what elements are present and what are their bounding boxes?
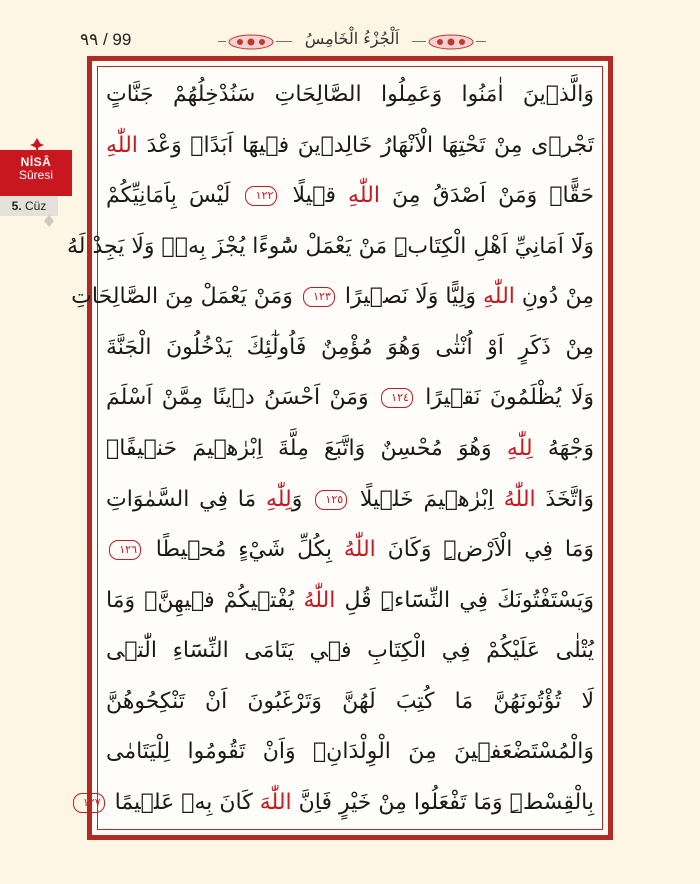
juz-number: 5. (11, 199, 22, 213)
ayah-line (106, 373, 594, 423)
ayah-line (106, 525, 594, 575)
ayah-line (106, 323, 594, 373)
page-header (218, 26, 486, 54)
verse-text: مَا فِي السَّمٰوَاتِ (106, 486, 266, 512)
surah-label: Sûresi (18, 168, 53, 182)
verse-number-marker: ١٢٥ (315, 490, 347, 510)
divine-name-text: اللّٰهِ (106, 132, 138, 158)
verse-number-marker: ١٢٧ (73, 793, 105, 813)
ayah-line (106, 121, 594, 171)
juz-title: اَلْجُزْءُ الْخَامِسُ (304, 29, 400, 48)
verse-text: وَ (291, 486, 313, 512)
header-rule (412, 41, 426, 42)
verse-text: وَجْهَهُ (532, 435, 594, 461)
verse-text: يُتْلٰى عَلَيْكُمْ فِي الْكِتَابِ فٖي يَتَامَى النِّسَٓاءِ الّٰتٖى (106, 638, 594, 664)
ayah-line (82, 778, 594, 828)
divine-name-text: اللّٰهُ (503, 486, 536, 512)
verse-text: وَلَا يُظْلَمُونَ نَقٖيرًا (415, 385, 595, 411)
divine-name-text: اللّٰهِ (482, 284, 515, 310)
verse-text: حَقًّاۜ وَمَنْ اَصْدَقُ مِنَ (379, 183, 594, 209)
divine-name-text: اللّٰهُ (303, 587, 336, 613)
juz-badge[interactable] (0, 196, 58, 216)
verse-text: لَا تُؤْتُونَهُنَّ مَا كُتِبَ لَهُنَّ وَتَرْغَبُونَ اَنْ تَنْكِحُوهُنَّ (106, 688, 594, 714)
page-number: ٩٩ / 99 (80, 30, 132, 49)
verse-text: مِنْ ذَكَرٍ اَوْ اُنْثٰى وَهُوَ مُؤْمِنٌ فَاُولٰٓئِكَ يَدْخُلُونَ الْجَنَّةَ (106, 334, 594, 360)
verse-text: كَانَ بِهٖ عَلٖيمًا (107, 789, 260, 815)
ayah-line (106, 424, 594, 474)
ayah-line (106, 626, 594, 676)
ayah-line (106, 727, 594, 777)
divine-name-text: لِلّٰهِ (265, 486, 292, 512)
juz-label: Cüz (25, 199, 47, 213)
verse-text: وَالَّذٖينَ اٰمَنُوا وَعَمِلُوا الصَّالِحَاتِ سَنُدْخِلُهُمْ جَنَّاتٍ (106, 82, 594, 107)
verse-text: وَاتَّخَذَ (535, 486, 595, 512)
verse-text: وَمَنْ يَعْمَلْ مِنَ الصَّالِحَاتِ (71, 284, 300, 310)
ayah-line (106, 475, 594, 525)
divine-name-text: اللّٰهِ (348, 183, 380, 209)
verse-text: بِكُلِّ شَيْءٍ مُحٖيطًا (144, 537, 344, 563)
verse-number-marker: ١٢٤ (381, 388, 413, 408)
header-rule (276, 41, 292, 42)
verse-text: بِالْقِسْطِۜ وَمَا تَفْعَلُوا مِنْ خَيْرٍ فَاِنَّ (291, 789, 594, 815)
verse-text: وَيَسْتَفْتُونَكَ فِي النِّسَٓاءِۜ قُلِ (335, 587, 594, 613)
verse-text: يُفْتٖيكُمْ فٖيهِنَّۙ وَمَا (106, 587, 304, 613)
tab-bottom-ornament-icon (42, 215, 56, 227)
verse-text: لَيْسَ بِاَمَانِيِّكُمْ (106, 183, 243, 209)
surah-tab[interactable] (0, 150, 72, 196)
verse-text: تَجْرٖى مِنْ تَحْتِهَا الْاَنْهَارُ خَالِدٖينَ فٖيهَٓا اَبَدًاۜ وَعْدَ (137, 132, 594, 158)
verse-text: وَلِيًّا وَلَا نَصٖيرًا (337, 284, 483, 310)
divine-name-text: اللّٰهُ (343, 537, 376, 563)
verse-text: اِبْرٰهٖيمَ خَلٖيلًا (350, 486, 504, 512)
header-rule (476, 41, 486, 42)
ayah-line (106, 70, 594, 120)
surah-name: NİSÂ (20, 155, 52, 169)
verse-text: قٖيلًا (280, 183, 349, 209)
verse-number-marker: ١٢٣ (303, 287, 335, 307)
header-ornament-icon (428, 34, 474, 50)
divine-name-text: لِلّٰهِ (506, 435, 533, 461)
header-ornament-icon (228, 34, 274, 50)
header-rule (218, 41, 226, 42)
ayah-line (67, 222, 594, 272)
verse-text: وَالْمُسْتَضْعَفٖينَ مِنَ الْوِلْدَانِۙ وَاَنْ تَقُومُوا لِلْيَتَامٰى (106, 739, 594, 765)
divine-name-text: اللّٰهَ (259, 789, 292, 815)
ayah-line (106, 576, 594, 626)
verse-text: وَمَنْ اَحْسَنُ دٖينًا مِمَّنْ اَسْلَمَ (106, 385, 378, 411)
verse-number-marker: ١٢٦ (109, 540, 141, 560)
verse-text: وَهُوَ مُحْسِنٌ وَاتَّبَعَ مِلَّةَ اِبْرٰهٖيمَ حَنٖيفًاۜ (106, 435, 507, 461)
ayah-line (106, 171, 594, 221)
ayah-line (106, 677, 594, 727)
ayah-line (71, 272, 594, 322)
verse-number-marker: ١٢٢ (245, 186, 277, 206)
verse-text: وَلَٓا اَمَانِيِّ اَهْلِ الْكِتَابِۜ مَنْ يَعْمَلْ سُٓوءًا يُجْزَ بِهٖۙ وَلَا يَجِدْ لَهُ (67, 233, 594, 259)
verse-text: مِنْ دُونِ (514, 284, 594, 310)
quran-text-block (67, 68, 600, 828)
verse-text: وَمَا فِي الْاَرْضِۜ وَكَانَ (375, 537, 594, 563)
